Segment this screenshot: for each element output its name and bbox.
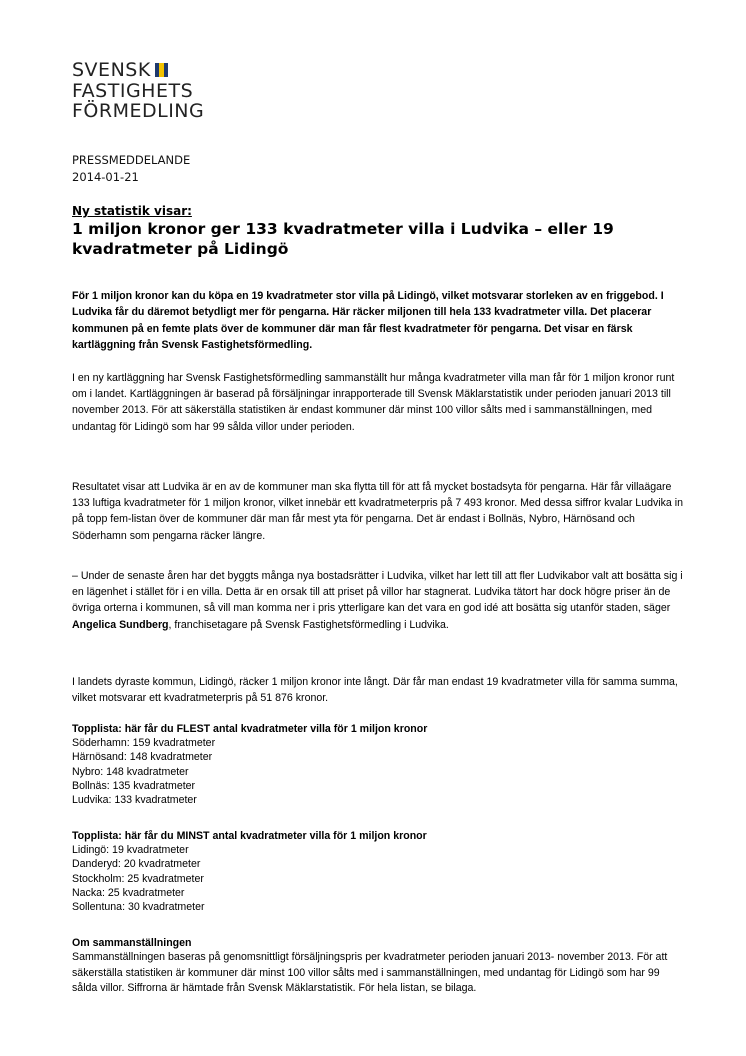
kicker: Ny statistik visar: (72, 204, 192, 218)
company-logo (72, 60, 204, 122)
release-date: 2014-01-21 (72, 170, 139, 184)
list-item: Nybro: 148 kvadratmeter (72, 765, 189, 778)
list-item: Sollentuna: 30 kvadratmeter (72, 901, 205, 914)
list-item: Danderyd: 20 kvadratmeter (72, 858, 201, 871)
list-item: Stockholm: 25 kvadratmeter (72, 872, 204, 885)
about-section (72, 936, 682, 996)
logo-line-1: SVENSK (72, 59, 151, 81)
body-paragraph-3 (72, 568, 684, 633)
body-paragraph-4: I landets dyraste kommun, Lidingö, räcker 1 miljon kronor inte långt. Där får man endast 19 kvadratmeter villa för samma summa, vilket motsvarar ett kvadratmeterpris på 51 876 kronor. (72, 676, 678, 705)
lead-paragraph: För 1 miljon kronor kan du köpa en 19 kvadratmeter stor villa på Lidingö, vilket motsvarar storleken av en friggebod. I Ludvika får du däremot betydligt mer för pengarna. Här räcker miljonen till hela 133 kvadratmeter villa. Det placerar kommunen på en femte plats över de kommuner där man får flest kvadratmeter för pengarna. Det visar en färsk kartläggning från Svensk Fastighetsförmedling. (72, 290, 664, 352)
body-paragraph-2: Resultatet visar att Ludvika är en av de kommuner man ska flytta till för att få mycket bostadsyta för pengarna. Här får villaägare 133 luftiga kvadratmeter för 1 miljon kronor, vilket innebär ett kvadratmeterpris på 7 493 kronor. Med dessa siffror kvalar Ludvika in på topp fem-listan över de kommuner där man får mest yta för pengarna. Det är endast i Bollnäs, Nybro, Härnösand och Söderhamn som pengarna räcker längre. (72, 481, 684, 542)
quote-text: – Under de senaste åren har det byggts många nya bostadsrätter i Ludvika, vilket har lett till att fler Ludvikabor valt att bosätta sig i en lägenhet i stället för i en villa. Detta är en orsak till att priset på villor har stagnerat. Ludvika tätort har dock högre priser än de övriga orterna i kommunen, så vill man komma ner i pris ytterligare kan det vara en god idé att bosätta sig utanför staden, säger (72, 570, 683, 615)
list-item: Lidingö: 19 kvadratmeter (72, 844, 189, 857)
body-paragraph-1: I en ny kartläggning har Svensk Fastighetsförmedling sammanställt hur många kvadratmeter villa man får för 1 miljon kronor runt om i landet. Kartläggningen är baserad på försäljningar inrapporterade till Svensk Mäklarstatistik under perioden januari 2013 till november 2013. För att säkerställa statistiken är endast kommuner där minst 100 villor sålts med i sammanställningen, med undantag för Lidingö som har 99 sålda villor under perioden. (72, 372, 675, 433)
headline: 1 miljon kronor ger 133 kvadratmeter villa i Ludvika – eller 19 kvadratmeter på Lidingö (72, 220, 614, 258)
logo-line-2: FASTIGHETS (72, 79, 194, 102)
list-item: Härnösand: 148 kvadratmeter (72, 751, 213, 764)
bottom-list-title: Topplista: här får du MINST antal kvadratmeter villa för 1 miljon kronor (72, 830, 427, 842)
list-item: Bollnäs: 135 kvadratmeter (72, 779, 196, 792)
about-title: Om sammanställningen (72, 937, 192, 949)
list-item: Nacka: 25 kvadratmeter (72, 886, 185, 899)
list-item: Ludvika: 133 kvadratmeter (72, 794, 197, 807)
flag-stripe-3 (164, 63, 168, 77)
top-list-title: Topplista: här får du FLEST antal kvadratmeter villa för 1 miljon kronor (72, 723, 428, 735)
list-item: Söderhamn: 159 kvadratmeter (72, 737, 216, 750)
top-list (72, 722, 672, 807)
flag-icon (155, 63, 168, 77)
logo-line-3: FÖRMEDLING (72, 100, 205, 122)
release-meta (72, 152, 190, 186)
bottom-list (72, 829, 672, 914)
quote-attribution: , franchisetagare på Svensk Fastighetsförmedling i Ludvika. (168, 618, 449, 631)
quote-person-name: Angelica Sundberg (72, 618, 169, 631)
release-type: PRESSMEDDELANDE (72, 153, 191, 167)
about-text: Sammanställningen baseras på genomsnittligt försäljningspris per kvadratmeter perioden januari 2013- november 2013. För att säkerställa statistiken är kommuner där minst 100 villor sålts med i sammanställningen, med undantag för Lidingö som har 99 sålda villor. Siffrorna är hämtade från Svensk Mäklarstatistik. För hela listan, se bilaga. (72, 951, 668, 995)
